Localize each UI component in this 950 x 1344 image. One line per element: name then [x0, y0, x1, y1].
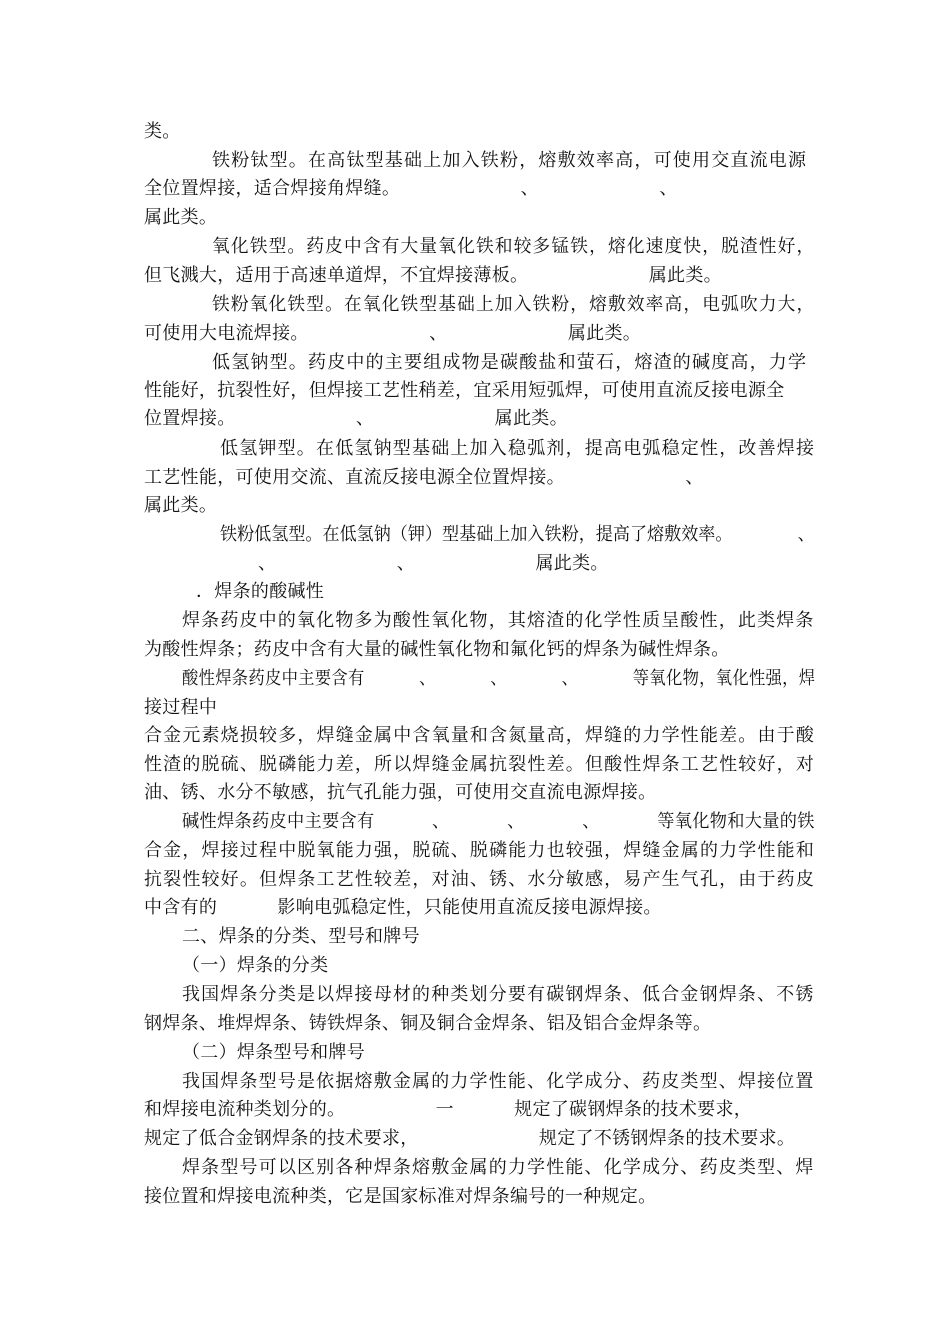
text-line: 性能好，抗裂性好，但焊接工艺性稍差，宜采用短弧焊，可使用直流反接电源全 [144, 380, 785, 401]
text-line: 性渣的脱硫、脱磷能力差，所以焊缝金属抗裂性差。但酸性焊条工艺性较好，对 [144, 754, 815, 775]
text-line: 和焊接电流种类划分的。 一 规定了碳钢焊条的技术要求， [144, 1099, 753, 1120]
text-line: 、 、 属此类。 [258, 553, 609, 574]
text-line: 抗裂性较好。但焊条工艺性较差，对油、锈、水分敏感，易产生气孔，由于药皮 [144, 869, 815, 890]
text-line: 接位置和焊接电流种类，它是国家标准对焊条编号的一种规定。 [144, 1186, 657, 1207]
text-line: 钢焊条、堆焊焊条、铸铁焊条、铜及铜合金焊条、铝及铝合金焊条等。 [144, 1013, 712, 1034]
text-line: 酸性焊条药皮中主要含有 、 、 、 等氧化物，氧化性强，焊 [182, 668, 816, 689]
text-line: 焊条药皮中的氧化物多为酸性氧化物，其熔渣的化学性质呈酸性，此类焊条 [182, 610, 815, 631]
text-line: 类。 [144, 121, 181, 142]
text-line: 中含有的 影响电弧稳定性，只能使用直流反接电源焊接。 [144, 897, 662, 918]
text-line: 我国焊条分类是以焊接母材的种类划分要有碳钢焊条、低合金钢焊条、不锈 [182, 984, 815, 1005]
text-line: 规定了低合金钢焊条的技术要求， 规定了不锈钢焊条的技术要求。 [144, 1128, 796, 1149]
text-line: 位置焊接。 、 属此类。 [144, 408, 568, 429]
text-line: 碱性焊条药皮中主要含有 、 、 、 等氧化物和大量的铁 [182, 811, 815, 832]
text-line: 低氢钾型。在低氢钠型基础上加入稳弧剂，提高电弧稳定性，改善焊接 [220, 438, 816, 459]
section-heading: 二、焊条的分类、型号和牌号 [182, 926, 420, 947]
text-line: 我国焊条型号是依据熔敷金属的力学性能、化学成分、药皮类型、焊接位置 [182, 1071, 815, 1092]
text-line: 为酸性焊条；药皮中含有大量的碱性氧化物和氟化钙的焊条为碱性焊条。 [144, 639, 730, 660]
text-line: 全位置焊接，适合焊接角焊缝。 、 、 [144, 178, 678, 199]
text-line: 可使用大电流焊接。 、 属此类。 [144, 323, 642, 344]
text-line: 铁粉低氢型。在低氢钠（钾）型基础上加入铁粉，提高了熔敷效率。 、 [220, 524, 815, 545]
text-line: 氧化铁型。药皮中含有大量氧化铁和较多锰铁，熔化速度快，脱渣性好， [212, 236, 816, 257]
text-line: 铁粉氧化铁型。在氧化铁型基础上加入铁粉，熔敷效率高，电弧吹力大， [212, 294, 816, 315]
section-heading: ．焊条的酸碱性 [196, 581, 325, 602]
text-line: 铁粉钛型。在高钛型基础上加入铁粉，熔敷效率高，可使用交直流电源 [212, 150, 808, 171]
text-line: 油、锈、水分不敏感，抗气孔能力强，可使用交直流电源焊接。 [144, 782, 657, 803]
text-line: 但飞溅大，适用于高速单道焊，不宜焊接薄板。 属此类。 [144, 265, 722, 286]
text-line: 合金，焊接过程中脱氧能力强，脱硫、脱磷能力也较强，焊缝金属的力学性能和 [144, 840, 815, 861]
section-subheading: （二）焊条型号和牌号 [182, 1042, 365, 1063]
text-line: 属此类。 [144, 495, 218, 516]
section-subheading: （一）焊条的分类 [182, 955, 329, 976]
text-line: 低氢钠型。药皮中的主要组成物是碳酸盐和萤石，熔渣的碱度高，力学 [212, 352, 808, 373]
text-line: 焊条型号可以区别各种焊条熔敷金属的力学性能、化学成分、药皮类型、焊 [182, 1157, 815, 1178]
text-line: 工艺性能，可使用交流、直流反接电源全位置焊接。 、 [144, 467, 704, 488]
text-line: 合金元素烧损较多，焊缝金属中含氧量和含氮量高，焊缝的力学性能差。由于酸 [144, 725, 815, 746]
text-line: 接过程中 [144, 697, 218, 718]
text-line: 属此类。 [144, 207, 218, 228]
